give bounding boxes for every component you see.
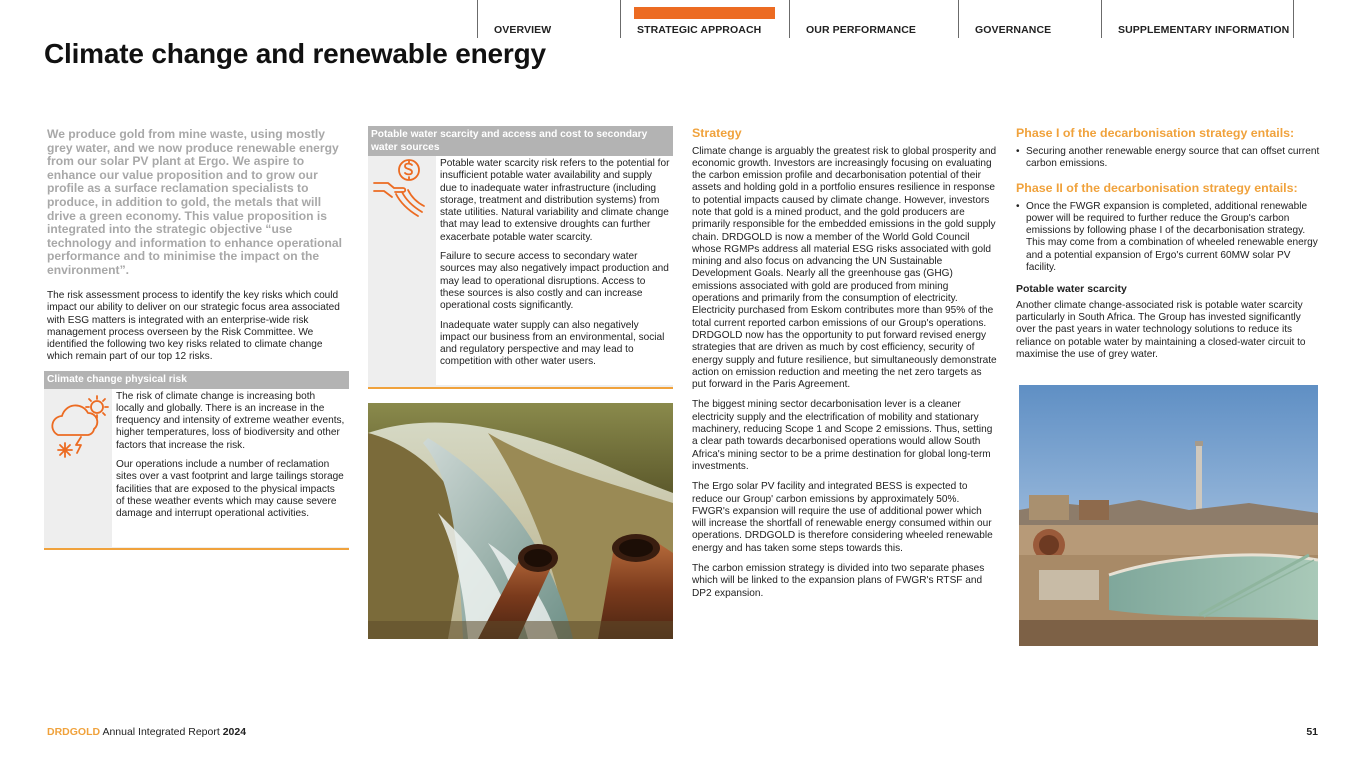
risk-heading: Climate change physical risk [44,371,349,389]
footer-year: 2024 [222,726,247,738]
nav-tab-label: GOVERNANCE [975,24,1052,36]
phase2-heading: Phase II of the decarbonisation strategy entails: [1016,181,1298,196]
risk-box-climate [44,371,349,550]
nav-tab-label: OVERVIEW [494,24,552,36]
phase1-heading: Phase I of the decarbonisation strategy entails: [1016,126,1295,140]
water-paragraph: Another climate change-associated risk is potable water scarcity particularly in South Africa. The Group has invested significantly over the past years in water technology solutions to reduce its reliance on potable water by maintaining a closed-water circuit to maximise the use of grey water. [1016,299,1306,361]
footer [47,726,246,738]
nav-tab-label: SUPPLEMENTARY INFORMATION [1118,24,1290,36]
risk-box-water [368,126,673,389]
nav-tab-governance[interactable] [958,0,1101,38]
top-nav [477,0,1295,38]
nav-tab-label: STRATEGIC APPROACH [637,24,762,36]
storm-cloud-icon [44,389,112,537]
strategy-paragraph: The carbon emission strategy is divided into two separate phases which will be linked to the expansion plans of FWGR's RTSF and DP2 expansion. [692,563,985,599]
nav-divider [1293,0,1294,38]
photo-ergo-plant [1019,385,1318,646]
risk-paragraph: The risk of climate change is increasing both locally and globally. There is an increase in the frequency and intensity of extreme weather events, higher temperatures, loss of biodiversity and other factors that increase the risk. [116,390,345,451]
page-number: 51 [1306,726,1318,738]
strategy-section [692,126,997,600]
nav-tab-strategic-approach[interactable] [620,0,789,38]
risk-paragraph: Inadequate water supply can also negatively impact our business from an environmental, social and regulatory perspective and may lead to competition with other water users. [440,319,665,368]
risk-paragraph: Our operations include a number of reclamation sites over a vast footprint and large tailings storage facilities that are exposed to the physical impacts of these weather events which may cause severe damage and interrupt operational activities. [116,458,344,520]
page-title: Climate change and renewable energy [44,38,546,69]
dollar-water-tap-icon [368,156,436,356]
decarbonisation-section [1016,126,1322,361]
water-heading: Potable water scarcity [1016,283,1127,296]
footer-brand: DRDGOLD [47,726,101,738]
nav-tab-overview[interactable] [477,0,620,38]
strategy-paragraph: The biggest mining sector decarbonisation lever is a cleaner electricity supply and the electrification of mobility and stationary machinery, reducing Scope 1 and Scope 2 emissions. Thus, setting a clear path towards decarbonised operations would allow South Africa's mining sector to be a prime destination for global long-term investments. [692,399,993,472]
strategy-paragraph: The Ergo solar PV facility and integrated BESS is expected to reduce our Group' carbon emissions by approximately 50%. FWGR's expansion will require the use of additional power which will increase the shortfall of renewable energy consumed within our operations. DRDGOLD is therefore considering wheeled renewable energy and has taken some steps towards this. [692,481,993,554]
nav-tab-supplementary-information[interactable] [1101,0,1294,38]
phase1-bullet: • Securing another renewable energy source that can offset current carbon emissions. [1016,146,1322,171]
nav-tab-label: OUR PERFORMANCE [806,24,917,36]
photo-water-pipes [368,403,673,639]
strategy-paragraph: Climate change is arguably the greatest risk to global prosperity and economic growth. Investors are increasingly focusing on evaluating the carbon emission profile and decarbonisation potential of their assets and holding gold in a portfolio ensures resilience in response to potential impacts caused by climate change. However, investors note that gold is a mined product, and the gold producers are primarily responsible for the embedded emissions in the gold supply chain. DRDGOLD is now a member of the World Gold Council whose RGMPs address all material ESG risks associated with gold mining and also focus on advancing the UN Sustainable Development Goals. Nearly all the greenhouse gas (GHG) emissions associated with gold are produced from mining operations and primarily from the consumption of electricity. Electricity purchased from Eskom contributes more than 95% of the total current reported carbon emissions of our Group's operations. DRDGOLD now has the opportunity to put forward revised energy strategies that are driven as much by cost efficiency, security of energy supply and future resilience, but simultaneously demonstrate action on emission reduction and meeting the net zero targets as put forward in the Paris Agreement. [692,145,997,391]
intro-lead: We produce gold from mine waste, using mostly grey water, and we now produce renewable energy from our solar PV plant at Ergo. We aspire to enhance our value proposition and to grow our profile as a surface reclamation specialists to produce, in addition to gold, the metals that will drive a green economy. This value proposition is integrated into the strategic objective “use technology and information to enhance operational performance and to minimise the impact on the environment”. [47,127,342,277]
risk-text [112,389,349,547]
risk-paragraph: Failure to secure access to secondary water sources may also negatively impact production and may lead to operational disruptions. Access to these sources is also costly and can increase operational costs significantly. [440,251,669,312]
risk-text [436,156,673,385]
nav-tab-our-performance[interactable] [789,0,958,38]
strategy-heading: Strategy [692,126,742,140]
risk-heading: Potable water scarcity and access and cost to secondary water sources [368,126,673,156]
risk-paragraph: Potable water scarcity risk refers to the potential for insufficient potable water availability and supply due to inadequate water infrastructure (including storage, treatment and distribution systems) from state utilities. Natural variability and climate change that may lead to extensive droughts can further exacerbate potable water scarcity. [440,158,670,243]
intro-paragraph: The risk assessment process to identify the key risks which could impact our ability to deliver on our strategic focus area associated with ESG matters is integrated with an enterprise-wide risk management process overseen by the Risk Committee. We identified the following two key risks related to climate change which remain part of our top 12 risks. [47,290,340,363]
nav-active-indicator [634,7,775,19]
footer-report: Annual Integrated Report [102,726,220,738]
phase2-bullet: • Once the FWGR expansion is completed, additional renewable power will be required to further reduce the Group's carbon emissions by following phase I of the decarbonisation strategy. This may come from a combination of wheeled renewable energy and a potential expansion of Ergo's current 60MW solar PV facility. [1016,201,1322,275]
